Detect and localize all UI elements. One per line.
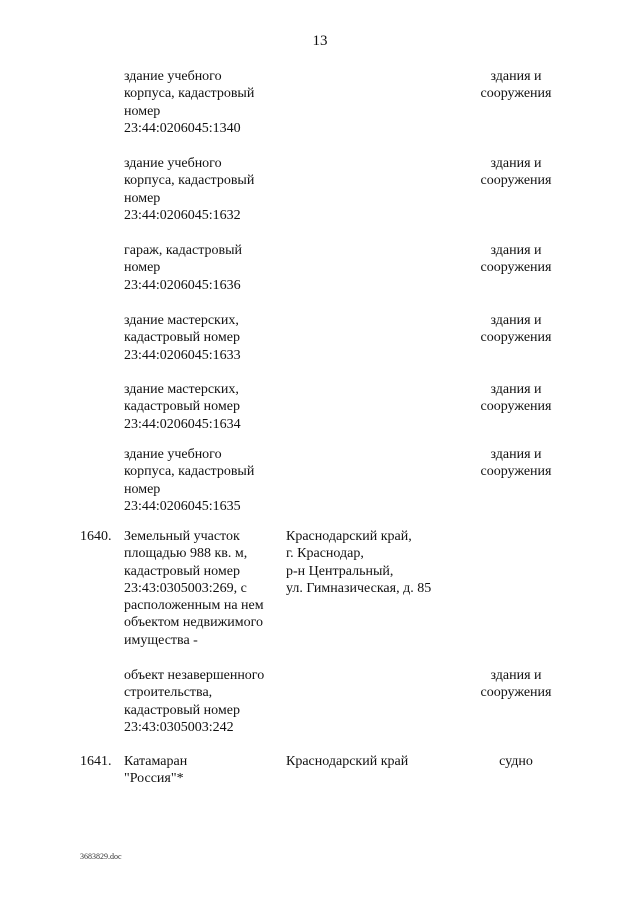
entry-address: Краснодарский край (286, 754, 409, 769)
entry-description: Земельный участок площадью 988 кв. м, кадастровый номер 23:43:0305003:269, с расположенным на нем объектом недвижимого имущества - (124, 529, 264, 648)
entry-description: здание мастерских, кадастровый номер 23:44:0206045:1633 (124, 313, 241, 363)
entry-number: 1641. (80, 754, 112, 769)
footer-filename: 3683829.doc (80, 852, 122, 861)
page-number: 13 (312, 33, 328, 49)
entry-description: объект незавершенного строительства, кадастровый номер 23:43:0305003:242 (124, 668, 265, 735)
entry-description: здание учебного корпуса, кадастровый номер 23:44:0206045:1635 (124, 447, 255, 514)
entry-address: Краснодарский край, г. Краснодар, р-н Центральный, ул. Гимназическая, д. 85 (286, 529, 432, 596)
entry-description: Катамаран "Россия"* (124, 754, 188, 787)
entry-number: 1640. (80, 529, 112, 544)
entry-description: здание учебного корпуса, кадастровый номер 23:44:0206045:1632 (124, 156, 255, 223)
entry-category: здания и сооружения (480, 243, 552, 276)
entry-category: здания и сооружения (480, 382, 552, 415)
entry-description: здание мастерских, кадастровый номер 23:44:0206045:1634 (124, 382, 241, 432)
entry-category: здания и сооружения (480, 69, 552, 102)
entry-category: здания и сооружения (480, 313, 552, 346)
entry-description: гараж, кадастровый номер 23:44:0206045:1636 (124, 243, 242, 293)
entry-description: здание учебного корпуса, кадастровый номер 23:44:0206045:1340 (124, 69, 255, 136)
entry-category: здания и сооружения (480, 447, 552, 480)
entry-category: судно (499, 754, 533, 769)
entry-category: здания и сооружения (480, 156, 552, 189)
entry-category: здания и сооружения (480, 668, 552, 701)
